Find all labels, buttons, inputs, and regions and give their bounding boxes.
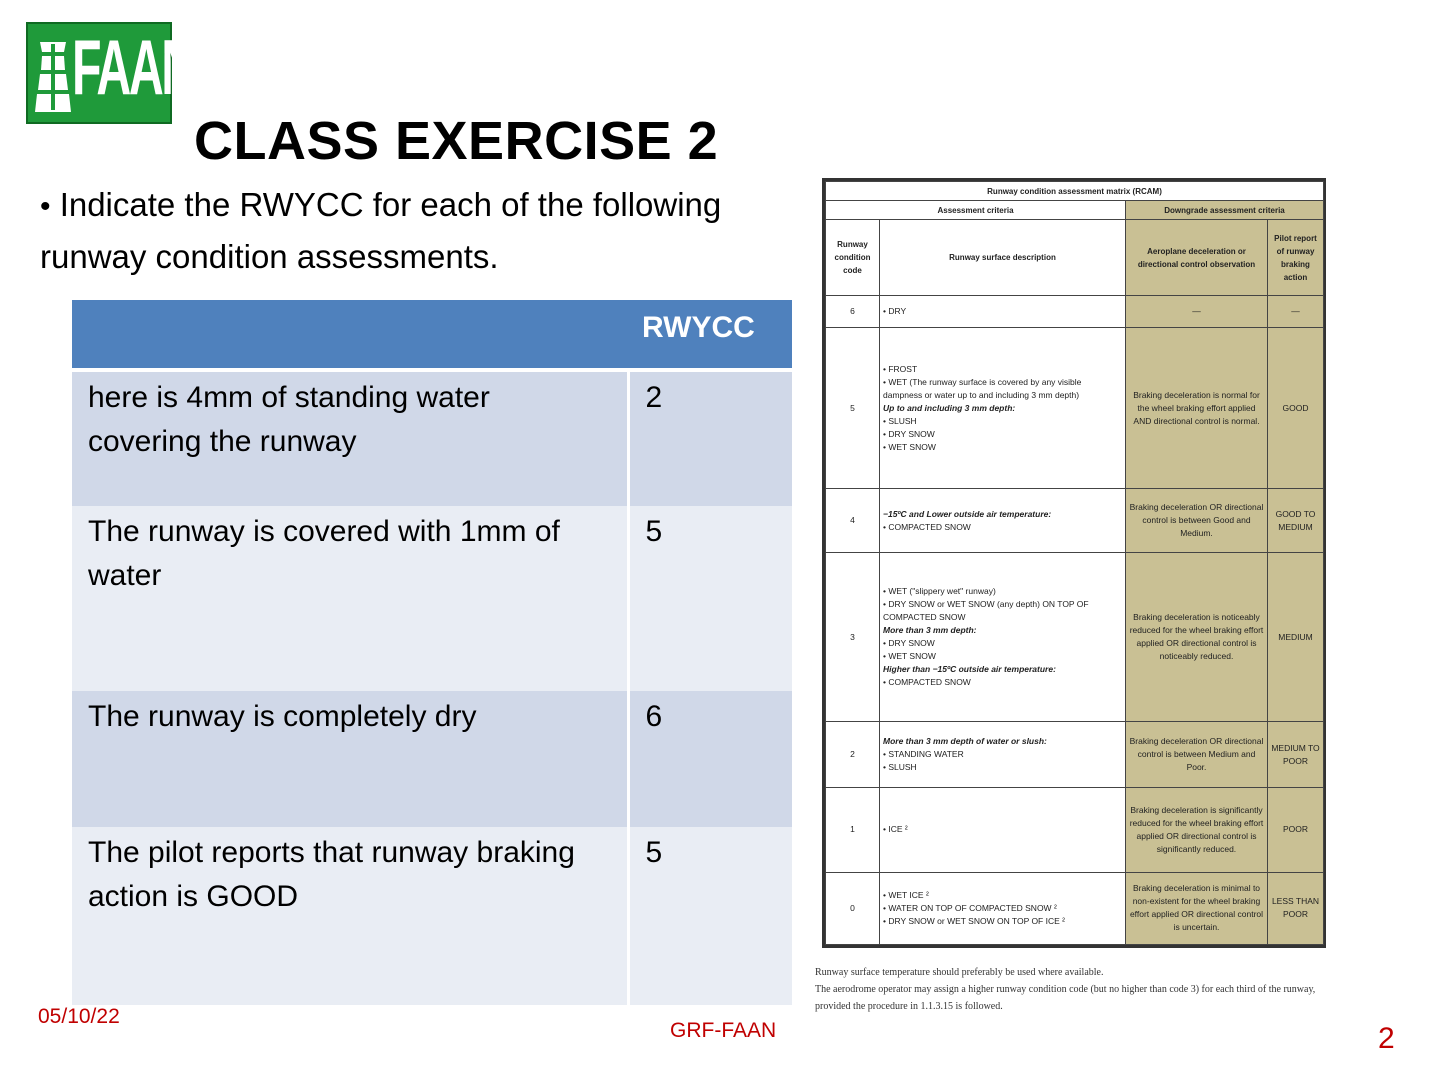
rcam-table (825, 181, 1324, 945)
rcam-surface-subhead: More than 3 mm depth of water or slush: (883, 736, 1047, 747)
rcam-surface-subhead: Up to and including 3 mm depth: (883, 402, 1016, 413)
row-description: The runway is covered with 1mm of water (72, 506, 628, 691)
page-number: 2 (1378, 1022, 1395, 1055)
rcam-decel: Braking deceleration is normal for the wheel braking effort applied AND directional control is normal. (1126, 328, 1268, 489)
rcam-decel: Braking deceleration OR directional control is between Medium and Poor. (1126, 722, 1268, 788)
rcam-surface-item: • SLUSH (883, 415, 1122, 428)
rcam-pilot: GOOD TO MEDIUM (1268, 489, 1324, 553)
rcam-surface-subhead: −15ºC and Lower outside air temperature: (883, 508, 1052, 519)
bullet-icon: • (40, 190, 51, 223)
rcam-surface (880, 872, 1126, 944)
rcam-row (826, 552, 1324, 722)
rcam-surface-item: • DRY SNOW or WET SNOW (any depth) ON TOP OF COMPACTED SNOW (883, 598, 1122, 624)
rcam-code: 6 (826, 296, 880, 328)
rcam-code: 5 (826, 328, 880, 489)
rcam-col-pilot: Pilot report of runway braking action (1268, 220, 1324, 296)
rcam-surface-item: • WET SNOW (883, 441, 1122, 454)
rcam-code: 3 (826, 552, 880, 722)
table-row (72, 370, 792, 506)
rcam-downgrade-criteria: Downgrade assessment criteria (1126, 201, 1324, 220)
rcam-surface-subhead: Higher than −15ºC outside air temperature: (883, 664, 1056, 675)
runway-tower-icon (34, 36, 72, 116)
rcam-pilot: MEDIUM TO POOR (1268, 722, 1324, 788)
rcam-surface (880, 552, 1126, 722)
rcam-surface (880, 489, 1126, 553)
instruction-text (40, 180, 830, 282)
rcam-note: Runway surface temperature should preferably be used where available. (815, 967, 1104, 978)
rcam-title: Runway condition assessment matrix (RCAM) (826, 182, 1324, 201)
rcam-surface-item: • WET ("slippery wet" runway) (883, 585, 1122, 598)
rcam-pilot: — (1268, 296, 1324, 328)
header-description (72, 300, 628, 370)
rcam-decel: Braking deceleration is minimal to non-existent for the wheel braking effort applied OR directional control is uncertain. (1126, 872, 1268, 944)
rcam-code: 0 (826, 872, 880, 944)
rcam-surface-item: • FROST (883, 363, 1122, 376)
table-row (72, 827, 792, 1005)
faan-logo (26, 22, 194, 124)
rcam-row (826, 788, 1324, 873)
rcam-surface-item: • WATER ON TOP OF COMPACTED SNOW ² (883, 902, 1122, 915)
rcam-notes (815, 964, 1345, 1015)
row-description: here is 4mm of standing water covering the runway (72, 370, 628, 506)
rcam-pilot: LESS THAN POOR (1268, 872, 1324, 944)
rcam-pilot: GOOD (1268, 328, 1324, 489)
rcam-surface-item: • SLUSH (883, 761, 1122, 774)
rcam-surface-item: • DRY (883, 305, 1122, 318)
rcam-col-decel: Aeroplane deceleration or directional control observation (1126, 220, 1268, 296)
rcam-matrix (822, 178, 1326, 948)
row-rwycc: 5 (628, 506, 792, 691)
header-rwycc: RWYCC (628, 300, 792, 370)
row-description: The pilot reports that runway braking action is GOOD (72, 827, 628, 1005)
rcam-surface-item: • WET (The runway surface is covered by any visible dampness or water up to and including 3 mm depth) (883, 376, 1122, 402)
table-row (72, 691, 792, 827)
rcam-surface-item: • WET ICE ² (883, 889, 1122, 902)
row-rwycc: 2 (628, 370, 792, 506)
rcam-row (826, 722, 1324, 788)
rcam-col-code: Runway condition code (826, 220, 880, 296)
rcam-surface-item: • DRY SNOW (883, 428, 1122, 441)
rcam-surface (880, 296, 1126, 328)
rcam-decel: Braking deceleration OR directional control is between Good and Medium. (1126, 489, 1268, 553)
rcam-surface-item: • COMPACTED SNOW (883, 521, 1122, 534)
rcam-row (826, 489, 1324, 553)
rcam-row (826, 872, 1324, 944)
rcam-decel: Braking deceleration is noticeably reduced for the wheel braking effort applied OR directional control is noticeably reduced. (1126, 552, 1268, 722)
rcam-surface-item: • ICE ² (883, 823, 1122, 836)
row-rwycc: 5 (628, 827, 792, 1005)
footer-label: GRF-FAAN (670, 1019, 777, 1042)
exercise-table (72, 300, 792, 1005)
rcam-col-surface: Runway surface description (880, 220, 1126, 296)
rcam-row (826, 296, 1324, 328)
rcam-code: 4 (826, 489, 880, 553)
rcam-surface-item: • COMPACTED SNOW (883, 676, 1122, 689)
table-row (72, 506, 792, 691)
rcam-pilot: MEDIUM (1268, 552, 1324, 722)
rcam-surface-subhead: More than 3 mm depth: (883, 625, 977, 636)
rcam-surface-item: • DRY SNOW (883, 637, 1122, 650)
rcam-decel: — (1126, 296, 1268, 328)
instruction-body: Indicate the RWYCC for each of the following runway condition assessments. (40, 186, 722, 275)
slide-title: CLASS EXERCISE 2 (194, 111, 719, 171)
row-description: The runway is completely dry (72, 691, 628, 827)
rcam-pilot: POOR (1268, 788, 1324, 873)
rcam-code: 2 (826, 722, 880, 788)
rcam-surface (880, 722, 1126, 788)
rcam-surface-item: • WET SNOW (883, 650, 1122, 663)
rcam-surface-item: • STANDING WATER (883, 748, 1122, 761)
rcam-surface-item: • DRY SNOW or WET SNOW ON TOP OF ICE ² (883, 915, 1122, 928)
rcam-assessment-criteria: Assessment criteria (826, 201, 1126, 220)
rcam-note: The aerodrome operator may assign a higher runway condition code (but no higher than code 3) for each third of the runway, provided the procedure in 1.1.3.15 is followed. (815, 984, 1316, 1012)
logo-text: FAAN (72, 23, 194, 111)
table-header-row (72, 300, 792, 370)
rcam-surface (880, 788, 1126, 873)
rcam-code: 1 (826, 788, 880, 873)
rcam-row (826, 328, 1324, 489)
rcam-surface (880, 328, 1126, 489)
rcam-decel: Braking deceleration is significantly reduced for the wheel braking effort applied OR directional control is significantly reduced. (1126, 788, 1268, 873)
row-rwycc: 6 (628, 691, 792, 827)
footer-date: 05/10/22 (38, 1005, 120, 1028)
